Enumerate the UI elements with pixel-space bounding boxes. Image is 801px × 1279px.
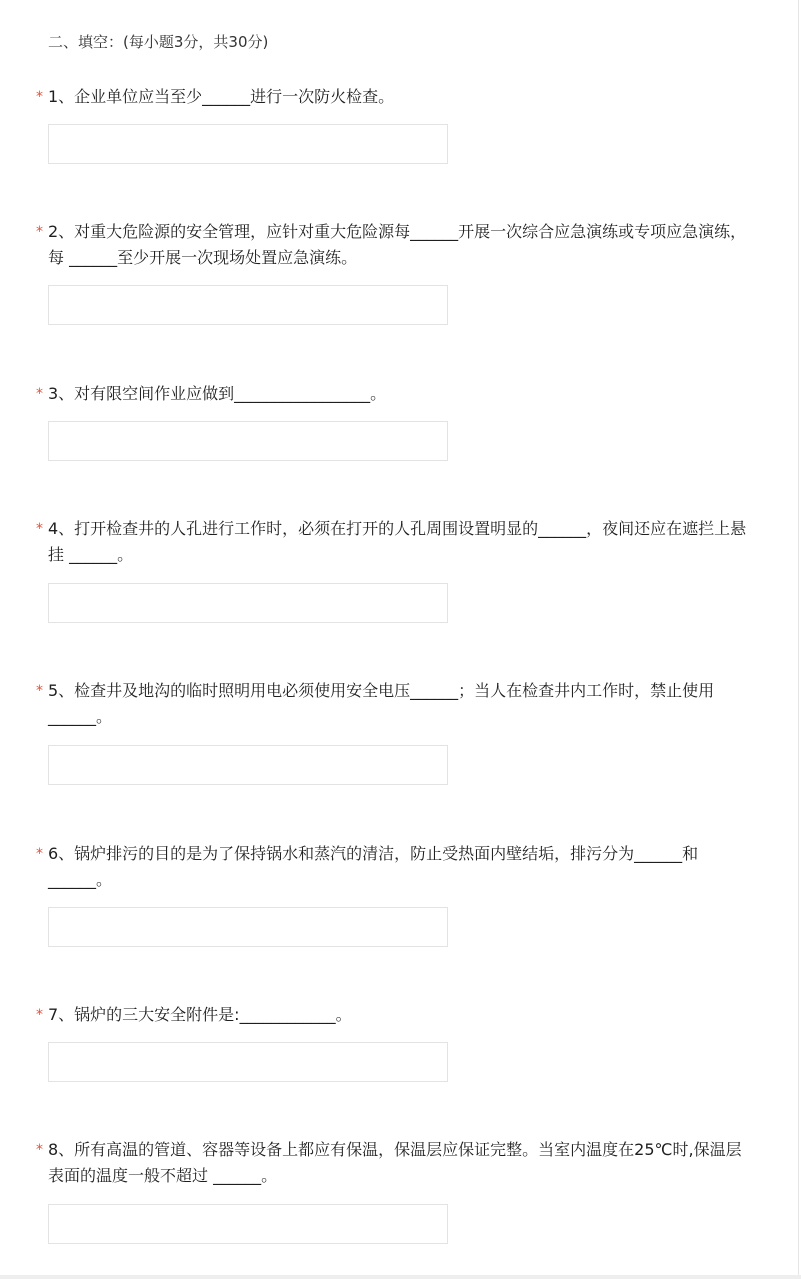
required-marker: * [36,224,43,240]
question-3 [36,381,756,461]
question-text [36,1002,756,1028]
question-text [36,84,756,110]
question-label: 2、对重大危险源的安全管理，应针对重大危险源每______开展一次综合应急演练或专项应急演练，每 ______至少开展一次现场处置应急演练。 [48,222,747,267]
question-text [36,1137,756,1189]
question-6 [36,841,756,947]
answer-input[interactable] [48,745,448,785]
question-text [36,516,756,568]
required-marker: * [36,386,43,402]
answer-input[interactable] [48,124,448,164]
question-label: 5、检查井及地沟的临时照明用电必须使用安全电压______；当人在检查井内工作时，禁止使用______。 [48,681,715,726]
required-marker: * [36,1007,43,1023]
section-title: 二、填空：(每小题3分，共30分) [48,33,269,51]
question-1 [36,84,756,164]
answer-input[interactable] [48,907,448,947]
question-label: 7、锅炉的三大安全附件是:____________。 [48,1005,352,1024]
question-label: 1、企业单位应当至少______进行一次防火检查。 [48,87,395,106]
question-label: 3、对有限空间作业应做到_________________。 [48,384,387,403]
question-text [36,381,756,407]
question-text [36,841,756,893]
question-text [36,678,756,730]
answer-input[interactable] [48,1042,448,1082]
required-marker: * [36,683,43,699]
page-bottom-border [0,1275,801,1279]
question-5 [36,678,756,785]
question-4 [36,516,756,623]
question-text [36,219,756,271]
question-7 [36,1002,756,1082]
answer-input[interactable] [48,421,448,461]
required-marker: * [36,89,43,105]
answer-input[interactable] [48,583,448,623]
answer-input[interactable] [48,285,448,325]
question-label: 4、打开检查井的人孔进行工作时，必须在打开的人孔周围设置明显的______，夜间还应在遮拦上悬挂 ______。 [48,519,747,564]
question-8 [36,1137,756,1244]
required-marker: * [36,846,43,862]
question-2 [36,219,756,325]
question-label: 8、所有高温的管道、容器等设备上都应有保温，保温层应保证完整。当室内温度在25℃时,保温层表面的温度一般不超过 ______。 [48,1140,742,1185]
page-right-border [798,0,799,1279]
required-marker: * [36,521,43,537]
question-label: 6、锅炉排污的目的是为了保持锅水和蒸汽的清洁，防止受热面内壁结垢，排污分为______和______。 [48,844,699,889]
answer-input[interactable] [48,1204,448,1244]
required-marker: * [36,1142,43,1158]
